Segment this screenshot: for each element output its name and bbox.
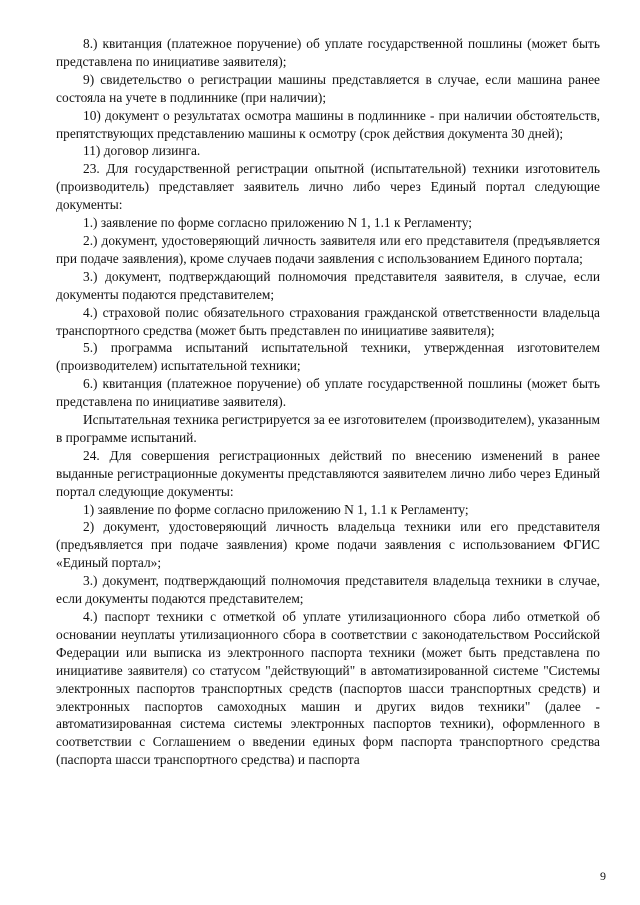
page-number: 9 — [600, 869, 606, 883]
paragraph-23-item-4: 4.) страховой полис обязательного страхования гражданской ответственности владельца транспортного средства (может быть представлен по инициативе заявителя); — [56, 304, 600, 338]
paragraph-23-item-5: 5.) программа испытаний испытательной техники, утвержденная изготовителем (производителем) испытательной техники; — [56, 340, 600, 374]
paragraph-23-item-3: 3.) документ, подтверждающий полномочия представителя заявителя, в случае, если документы подаются представителем; — [56, 268, 600, 302]
paragraph-24-item-3: 3.) документ, подтверждающий полномочия представителя владельца техники в случае, если документы подаются представителем; — [56, 573, 600, 607]
paragraph-item-9: 9) свидетельство о регистрации машины представляется в случае, если машина ранее состояла на учете в подлиннике (при наличии); — [56, 71, 600, 105]
paragraph-24-item-2: 2) документ, удостоверяющий личность владельца техники или его представителя (предъявляется при подаче заявления) кроме подачи заявления с использованием ФГИС «Единый портал»; — [56, 519, 600, 571]
paragraph-section-24: 24. Для совершения регистрационных действий по внесению изменений в ранее выданные регистрационные документы представляются заявителем лично либо через Единый портал следующие документы: — [56, 447, 600, 499]
paragraph-item-11: 11) договор лизинга. — [83, 143, 201, 159]
paragraph-section-23: 23. Для государственной регистрации опытной (испытательной) техники изготовитель (производитель) представляет заявитель лично либо через Единый портал следующие документы: — [56, 161, 600, 213]
paragraph-item-8: 8.) квитанция (платежное поручение) об уплате государственной пошлины (может быть представлена по инициативе заявителя); — [56, 36, 600, 69]
paragraph-item-10: 10) документ о результатах осмотра машины в подлиннике - при наличии обстоятельств, препятствующих представлению машины к осмотру (срок действия документа 30 дней); — [56, 107, 600, 141]
paragraph-23-note: Испытательная техника регистрируется за ее изготовителем (производителем), указанным в программе испытаний. — [56, 412, 600, 445]
document-body — [56, 35, 600, 769]
paragraph-24-item-1: 1) заявление по форме согласно приложению N 1, 1.1 к Регламенту; — [83, 501, 469, 517]
paragraph-23-item-2: 2.) документ, удостоверяющий личность заявителя или его представителя (предъявляется при подаче заявления), кроме случаев подачи заявления с использованием Единого портала; — [56, 232, 600, 266]
paragraph-23-item-1: 1.) заявление по форме согласно приложению N 1, 1.1 к Регламенту; — [83, 215, 472, 231]
paragraph-23-item-6: 6.) квитанция (платежное поручение) об уплате государственной пошлины (может быть представлена по инициативе заявителя). — [56, 376, 600, 410]
paragraph-24-item-4: 4.) паспорт техники с отметкой об уплате утилизационного сбора либо отметкой об основании неуплаты утилизационного сбора в соответствии с законодательством Российской Федерации или выписка из электронного паспорта техники (может быть представлена по инициативе заявителя) со статусом "действующий" в автоматизированной системе "Системы электронных паспортов транспортных средств (паспортов шасси транспортных средств) и электронных паспортов самоходных машин и других видов техники" (далее - автоматизированная система системы электронных паспортов техники), оформленного в соответствии с Соглашением о введении единых форм паспорта транспортного средства (паспорта шасси транспортного средства) и паспорта — [56, 609, 600, 768]
